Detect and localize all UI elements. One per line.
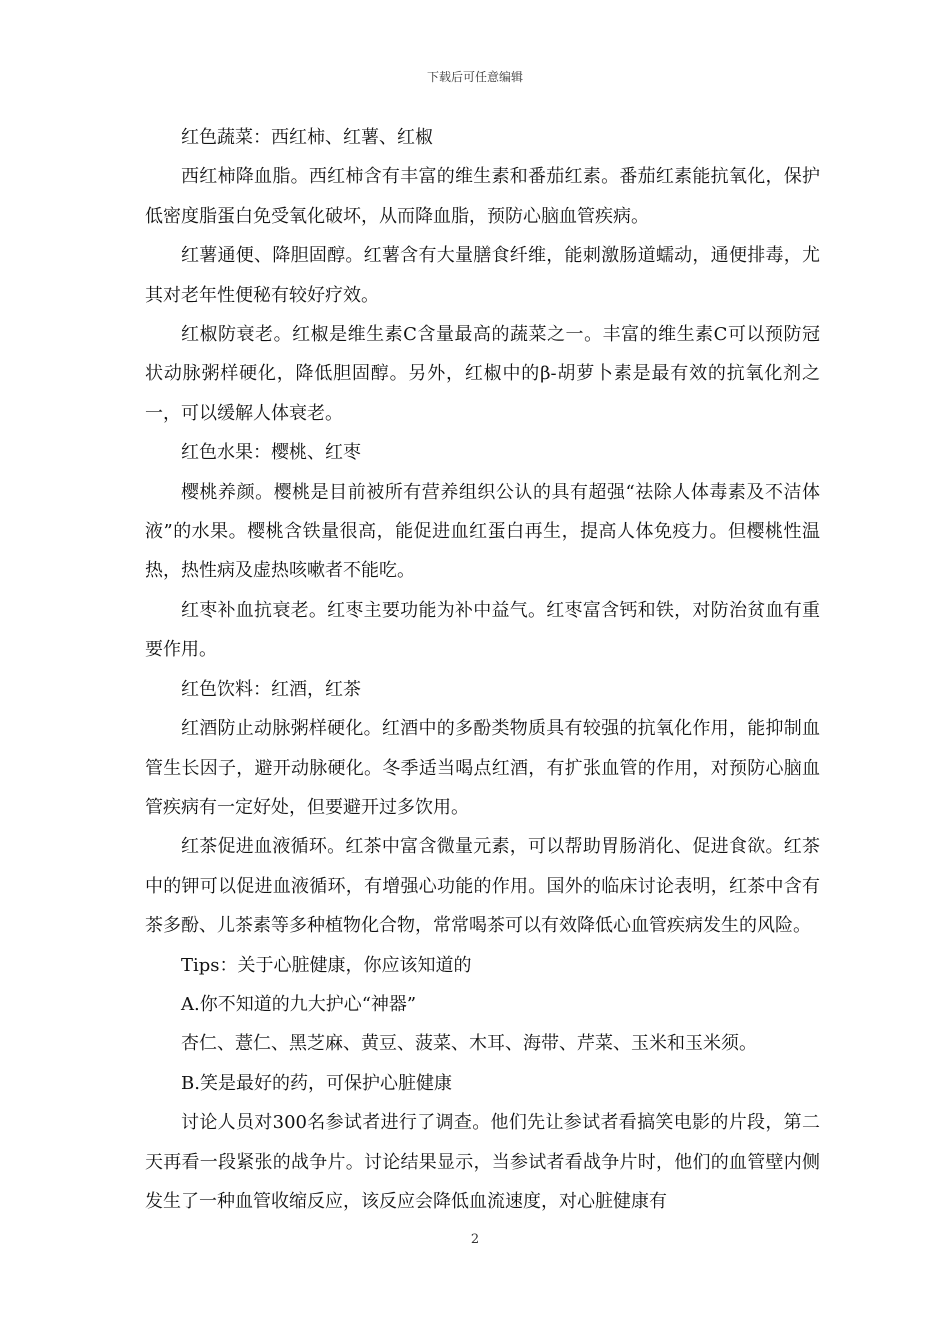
paragraph-red-pepper: 红椒防衰老。红椒是维生素C含量最高的蔬菜之一。丰富的维生素C可以预防冠状动脉粥样硬化，降低胆固醇。另外，红椒中的β-胡萝卜素是最有效的抗氧化剂之一，可以缓解人体衰老。	[145, 324, 820, 424]
section-heading-red-fruits: 红色水果：樱桃、红枣	[181, 442, 361, 464]
paragraph-red-wine: 红酒防止动脉粥样硬化。红酒中的多酚类物质具有较强的抗氧化作用，能抑制血管生长因子，避开动脉硬化。冬季适当喝点红酒，有扩张血管的作用，对预防心脑血管疾病有一定好处，但要避开过多饮用。	[145, 718, 820, 818]
page-header: 下载后可任意编辑	[426, 70, 523, 84]
paragraph-sweet-potato: 红薯通便、降胆固醇。红薯含有大量膳食纤维，能刺激肠道蠕动，通便排毒，尤其对老年性便秘有较好疗效。	[145, 245, 820, 306]
paragraph-laughter-study: 讨论人员对300名参试者进行了调查。他们先让参试者看搞笑电影的片段，第二天再看一段紧张的战争片。讨论结果显示，当参试者看战争片时，他们的血管壁内侧发生了一种血管收缩反应，该反应会降低血流速度，对心脏健康有	[145, 1112, 820, 1212]
tip-a-list: 杏仁、薏仁、黑芝麻、黄豆、菠菜、木耳、海带、芹菜、玉米和玉米须。	[181, 1033, 757, 1055]
document-body	[145, 118, 820, 1221]
section-heading-red-drinks: 红色饮料：红酒，红茶	[181, 678, 361, 700]
tip-b-heading: B.笑是最好的药，可保护心脏健康	[181, 1072, 452, 1094]
tip-a-heading: A.你不知道的九大护心“神器”	[181, 993, 417, 1015]
paragraph-red-date: 红枣补血抗衰老。红枣主要功能为补中益气。红枣富含钙和铁，对防治贫血有重要作用。	[145, 599, 820, 661]
tips-heading: Tips：关于心脏健康，你应该知道的	[181, 954, 472, 976]
paragraph-cherry: 樱桃养颜。樱桃是目前被所有营养组织公认的具有超强“祛除人体毒素及不洁体液”的水果。樱桃含铁量很高，能促进血红蛋白再生，提高人体免疫力。但樱桃性温热，热性病及虚热咳嗽者不能吃。	[145, 481, 820, 582]
paragraph-black-tea: 红茶促进血液循环。红茶中富含微量元素，可以帮助胃肠消化、促进食欲。红茶中的钾可以促进血液循环，有增强心功能的作用。国外的临床讨论表明，红茶中含有茶多酚、儿茶素等多种植物化合物，常常喝茶可以有效降低心血管疾病发生的风险。	[145, 836, 820, 937]
section-heading-red-vegetables: 红色蔬菜：西红柿、红薯、红椒	[181, 127, 433, 148]
page-number: 2	[470, 1232, 480, 1247]
paragraph-tomato: 西红柿降血脂。西红柿含有丰富的维生素和番茄红素。番茄红素能抗氧化，保护低密度脂蛋白免受氧化破坏，从而降血脂，预防心脑血管疾病。	[145, 166, 820, 227]
